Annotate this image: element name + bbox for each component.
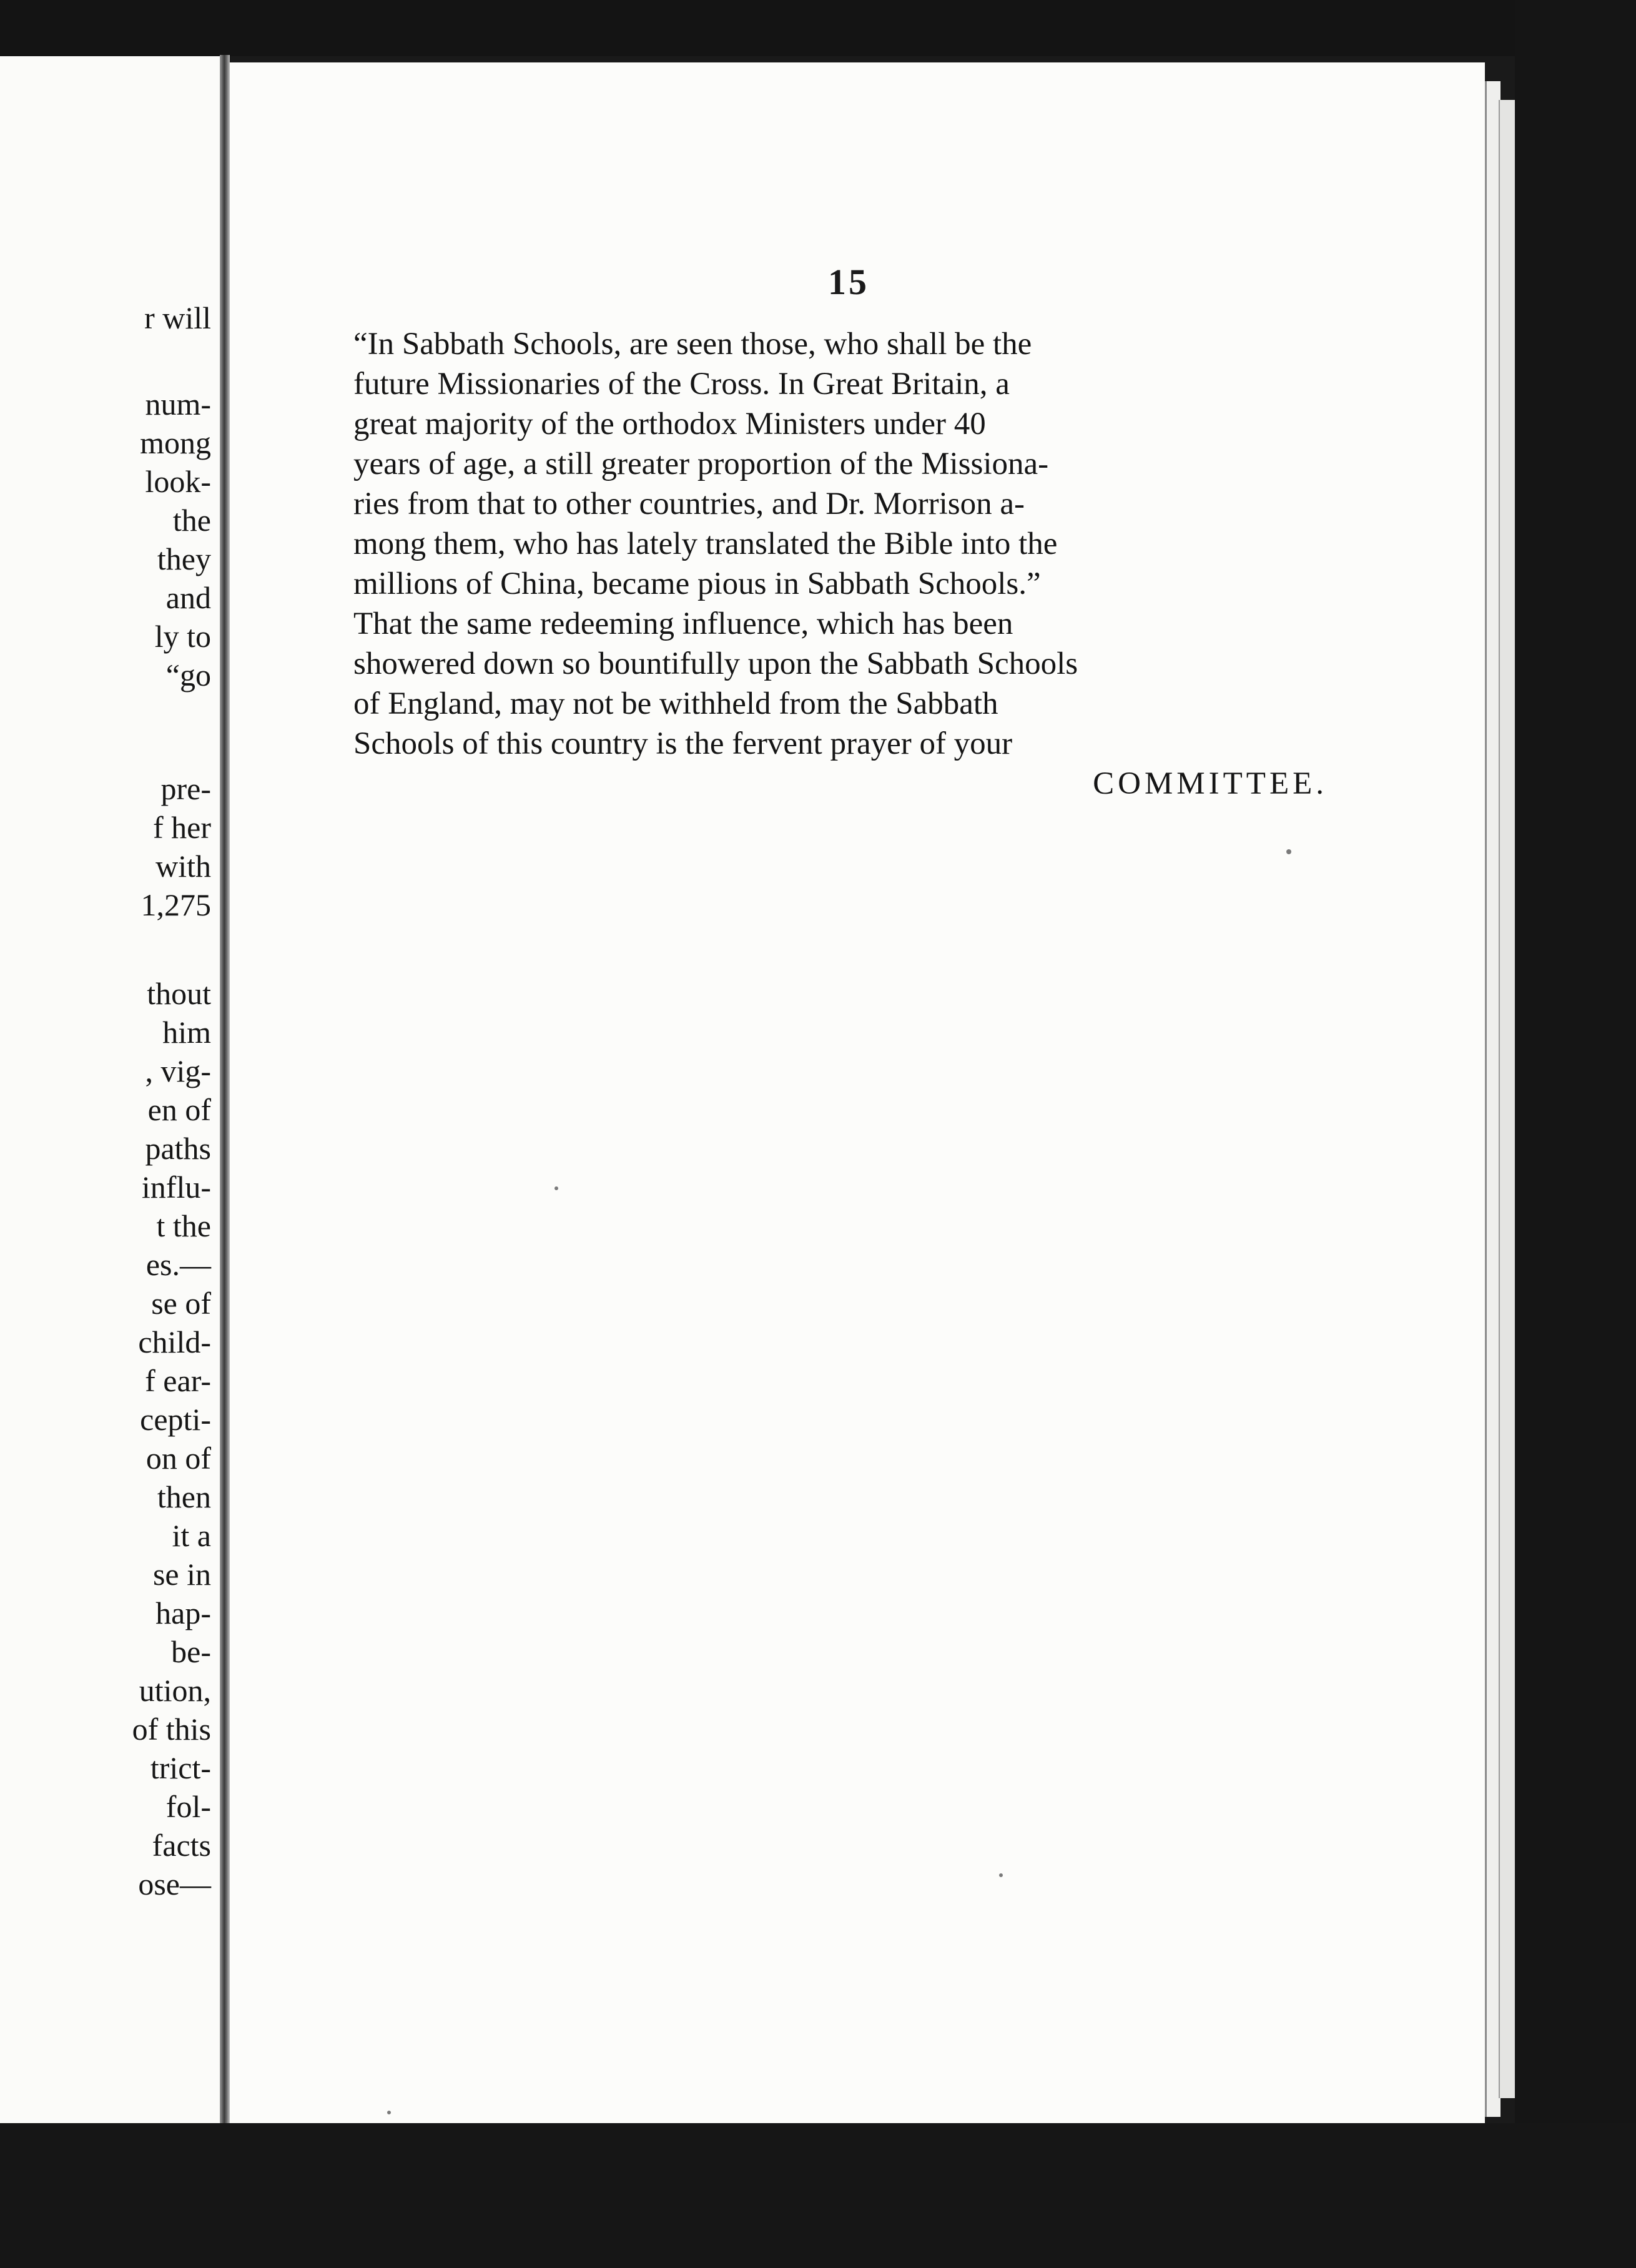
left-line: t the	[156, 1208, 211, 1243]
left-line: look-	[145, 464, 211, 499]
left-line: 1,275	[140, 887, 211, 922]
left-line: cepti-	[140, 1402, 211, 1437]
text-line: years of age, a still greater proportion of the Missiona-	[353, 446, 1049, 481]
signature: COMMITTEE.	[1093, 766, 1328, 801]
paper-speck	[999, 1873, 1003, 1877]
left-line: and	[165, 580, 211, 615]
left-line: child-	[138, 1324, 211, 1359]
book-gutter	[220, 55, 230, 2126]
left-line: mong	[140, 425, 211, 460]
left-line: en of	[147, 1092, 211, 1127]
left-line: trict-	[150, 1750, 211, 1785]
text-line: ries from that to other countries, and Dr. Morrison a-	[353, 486, 1025, 521]
left-line: the	[172, 503, 211, 538]
text-line: showered down so bountifully upon the Sabbath Schools	[353, 646, 1078, 681]
left-line: se of	[151, 1286, 211, 1321]
left-line: of this	[132, 1712, 211, 1747]
left-line: ution,	[139, 1673, 211, 1708]
paper-speck	[1286, 849, 1291, 854]
left-line: influ-	[141, 1170, 211, 1205]
left-line: him	[162, 1015, 211, 1050]
left-line: on of	[145, 1441, 211, 1476]
scanner-background-top	[0, 0, 1636, 56]
left-line: facts	[152, 1828, 211, 1863]
text-line: That the same redeeming influence, which has been	[353, 606, 1013, 641]
left-line: f her	[153, 810, 211, 845]
text-line: Schools of this country is the fervent prayer of your	[353, 726, 1013, 761]
text-line: millions of China, became pious in Sabbath Schools.”	[353, 566, 1041, 601]
scanner-background-right	[1515, 0, 1636, 2268]
left-line: es.—	[145, 1247, 211, 1282]
left-line: they	[157, 541, 211, 576]
left-line: “go	[165, 658, 211, 693]
left-line: thout	[147, 976, 211, 1011]
left-line: fol-	[165, 1789, 211, 1824]
left-line: hap-	[155, 1595, 211, 1630]
text-line: “In Sabbath Schools, are seen those, who shall be the	[353, 327, 1032, 362]
page-edge	[1499, 100, 1516, 2098]
left-line: then	[157, 1479, 211, 1514]
left-line: be-	[171, 1634, 211, 1669]
text-line: mong them, who has lately translated the Bible into the	[353, 526, 1058, 561]
left-line: se in	[152, 1557, 211, 1592]
text-line: of England, may not be withheld from the Sabbath	[353, 686, 998, 721]
left-line: with	[155, 849, 211, 884]
left-line: paths	[145, 1131, 211, 1166]
left-line: it a	[172, 1518, 211, 1553]
left-line: , vig-	[145, 1053, 211, 1088]
text-line: great majority of the orthodox Ministers under 40	[353, 407, 986, 441]
left-line: ose—	[138, 1866, 211, 1901]
paper-speck	[387, 2111, 391, 2114]
page-number: 15	[828, 262, 869, 302]
paper-speck	[554, 1186, 558, 1190]
text-line: future Missionaries of the Cross. In Great Britain, a	[353, 367, 1010, 402]
left-line: f ear-	[145, 1363, 211, 1398]
left-line: num-	[145, 387, 211, 422]
left-page	[0, 56, 220, 2123]
scanner-background-bottom	[0, 2123, 1636, 2268]
left-line: pre-	[160, 771, 211, 806]
left-line: ly to	[154, 619, 211, 654]
left-line: r will	[144, 300, 211, 335]
